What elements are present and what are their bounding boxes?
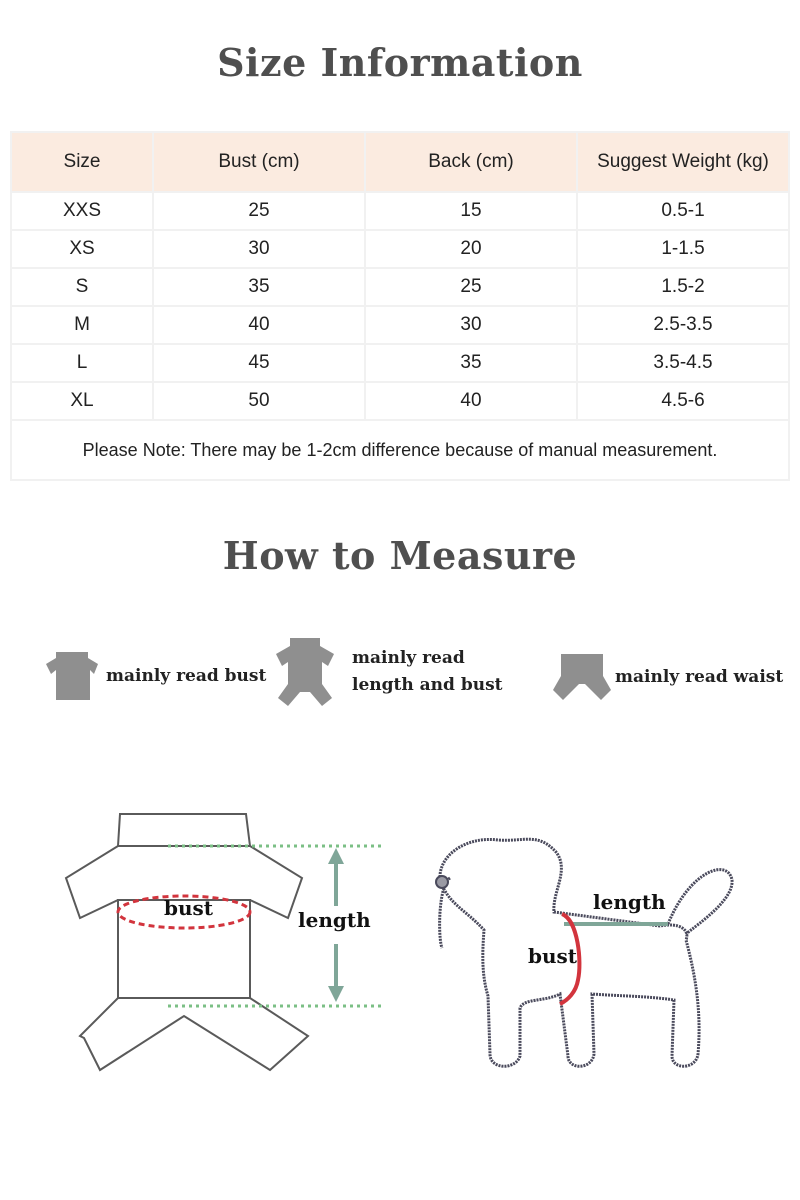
- table-row: [11, 230, 789, 268]
- cell-bust: 30: [153, 230, 365, 268]
- measurement-note: Please Note: There may be 1-2cm difference because of manual measurement.: [11, 420, 789, 480]
- header-back: Back (cm): [365, 132, 577, 192]
- pants-icon: [553, 652, 611, 702]
- jumpsuit-icon: [270, 636, 340, 708]
- cell-weight: 0.5-1: [577, 192, 789, 230]
- dog-bust-label: bust: [528, 944, 578, 968]
- cell-size: L: [11, 344, 153, 382]
- legend-jumpsuit: [270, 636, 503, 708]
- legend-label-line1: mainly read: [352, 648, 465, 668]
- size-table: [10, 131, 790, 481]
- cell-back: 30: [365, 306, 577, 344]
- cell-back: 35: [365, 344, 577, 382]
- cell-size: XXS: [11, 192, 153, 230]
- cell-weight: 3.5-4.5: [577, 344, 789, 382]
- cell-back: 20: [365, 230, 577, 268]
- legend-label: mainly read bust: [106, 665, 267, 686]
- cell-weight: 1-1.5: [577, 230, 789, 268]
- dog-diagram: [428, 830, 748, 1080]
- cell-back: 25: [365, 268, 577, 306]
- cell-back: 15: [365, 192, 577, 230]
- legend-label: mainly read waist: [615, 666, 784, 687]
- legend-pants: [553, 652, 783, 702]
- cell-weight: 2.5-3.5: [577, 306, 789, 344]
- dog-outline-icon: [428, 830, 748, 1080]
- garment-bust-label: bust: [164, 896, 214, 920]
- cell-bust: 50: [153, 382, 365, 420]
- cell-size: XL: [11, 382, 153, 420]
- cell-size: M: [11, 306, 153, 344]
- cell-back: 40: [365, 382, 577, 420]
- legend-shirt: [44, 648, 266, 704]
- header-size: Size: [11, 132, 153, 192]
- garment-diagram: [58, 808, 388, 1078]
- cell-bust: 45: [153, 344, 365, 382]
- table-row: [11, 268, 789, 306]
- cell-size: XS: [11, 230, 153, 268]
- cell-size: S: [11, 268, 153, 306]
- cell-bust: 40: [153, 306, 365, 344]
- table-row: [11, 382, 789, 420]
- size-information-title: Size Information: [217, 40, 583, 85]
- header-bust: Bust (cm): [153, 132, 365, 192]
- how-to-measure-title: How to Measure: [222, 533, 578, 578]
- note-row: [11, 420, 789, 480]
- cell-weight: 1.5-2: [577, 268, 789, 306]
- header-weight: Suggest Weight (kg): [577, 132, 789, 192]
- garment-length-label: length: [298, 908, 371, 932]
- table-row: [11, 306, 789, 344]
- cell-weight: 4.5-6: [577, 382, 789, 420]
- garment-outline-icon: [58, 808, 388, 1078]
- table-row: [11, 344, 789, 382]
- cell-bust: 35: [153, 268, 365, 306]
- table-row: [11, 192, 789, 230]
- cell-bust: 25: [153, 192, 365, 230]
- dog-length-label: length: [593, 890, 666, 914]
- legend-label-line2: length and bust: [352, 675, 503, 695]
- table-header-row: [11, 132, 789, 192]
- shirt-icon: [44, 648, 100, 704]
